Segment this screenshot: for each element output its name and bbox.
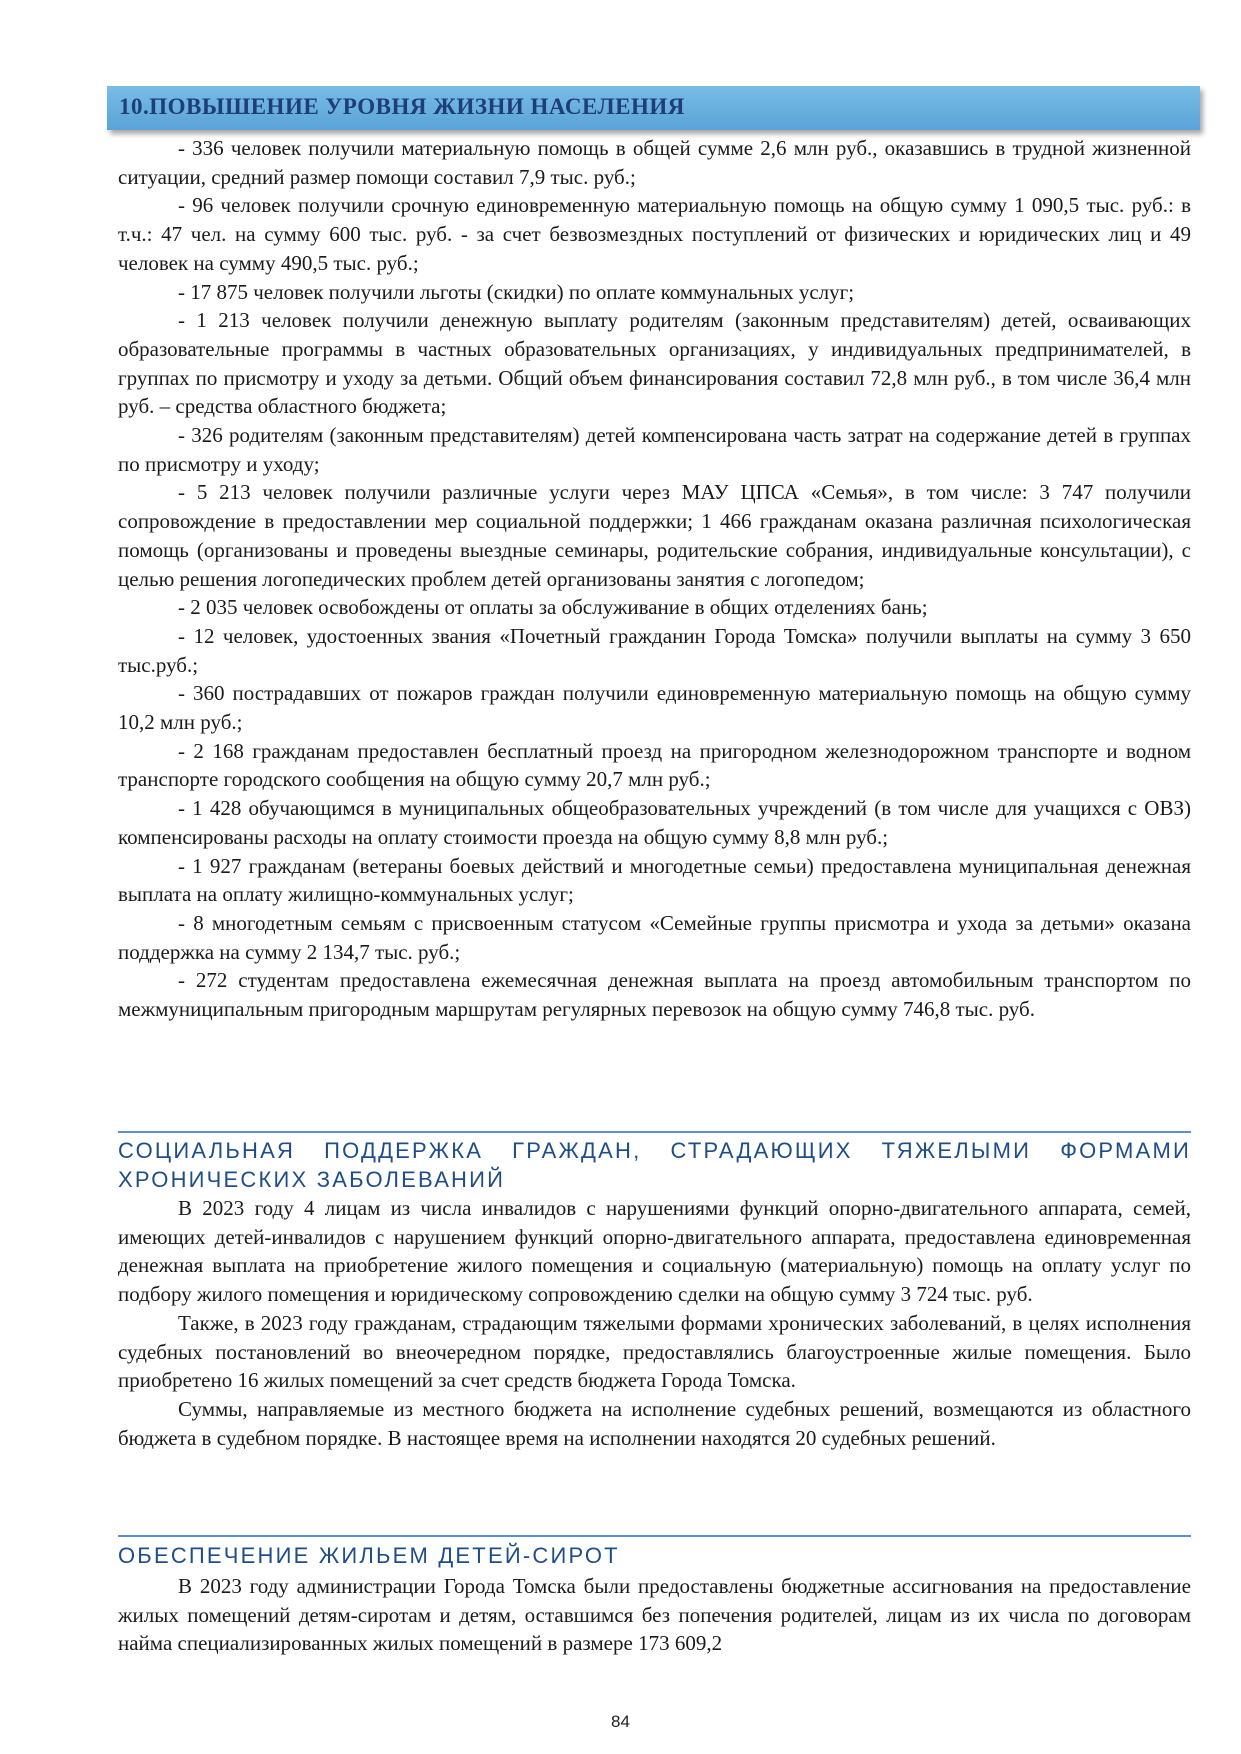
list-item: - 1 213 человек получили денежную выплату родителям (законным представителям) детей, осваивающих образовательные программы в частных образовательных организациях, у индивидуальных предпринимателей, в группах по присмотру и уходу за детьми. Общий объем финансирования составил 72,8 млн руб., в том числе 36,4 млн руб. – средства областного бюджета; (118, 308, 1191, 419)
section-heading-chronic: СОЦИАЛЬНАЯ ПОДДЕРЖКА ГРАЖДАН, СТРАДАЮЩИХ ТЯЖЕЛЫМИ ФОРМАМИ ХРОНИЧЕСКИХ ЗАБОЛЕВАНИЙ (118, 1138, 1191, 1192)
paragraph: Также, в 2023 году гражданам, страдающим тяжелыми формами хронических заболеваний, в целях исполнения судебных постановлений во внеочередном порядке, предоставлялись благоустроенные жилые помещения. Было приобретено 16 жилых помещений за счет средств бюджета Города Томска. (118, 1310, 1191, 1393)
list-item: - 5 213 человек получили различные услуги через МАУ ЦПСА «Семья», в том числе: 3 747 получили сопровождение в предоставлении мер социальной поддержки; 1 466 гражданам оказана различная психологическая помощь (организованы и проведены выездные семинары, родительские собрания, индивидуальные консультации), с целью решения логопедических проблем детей организованы занятия с логопедом; (118, 480, 1191, 591)
section-divider (118, 1535, 1191, 1537)
list-item: - 1 428 обучающимся в муниципальных общеобразовательных учреждений (в том числе для учащихся с ОВЗ) компенсированы расходы на оплату стоимости проезда на общую сумму 8,8 млн руб.; (118, 796, 1191, 849)
section-divider (118, 1131, 1191, 1133)
list-item: - 2 168 гражданам предоставлен бесплатный проезд на пригородном железнодорожном транспорте и водном транспорте городского сообщения на общую сумму 20,7 млн руб.; (118, 738, 1191, 792)
list-item: - 96 человек получили срочную единовременную материальную помощь на общую сумму 1 090,5 тыс. руб.: в т.ч.: 47 чел. на сумму 600 тыс. руб. - за счет безвозмездных поступлений от физических и юридических лиц и 49 человек на сумму 490,5 тыс. руб.; (118, 193, 1191, 275)
paragraph: В 2023 году 4 лицам из числа инвалидов с нарушениями функций опорно-двигательного аппарата, семей, имеющих детей-инвалидов с нарушением функций опорно-двигательного аппарата, предоставлена единовременная денежная выплата на приобретение жилого помещения и социальную (материальную) помощь на оплату услуг по подбору жилого помещения и юридическому сопровождению сделки на общую сумму 3 724 тыс. руб. (118, 1196, 1191, 1307)
list-item: - 360 пострадавших от пожаров граждан получили единовременную материальную помощь на общую сумму 10,2 млн руб.; (118, 681, 1191, 735)
list-item: - 1 927 гражданам (ветераны боевых действий и многодетные семьи) предоставлена муниципальная денежная выплата на оплату жилищно-коммунальных услуг; (118, 853, 1191, 907)
page-number: 84 (611, 1712, 630, 1731)
list-item: - 326 родителям (законным представителям) детей компенсирована часть затрат на содержание детей в группах по присмотру и уходу; (118, 423, 1191, 476)
chapter-title: 10.ПОВЫШЕНИЕ УРОВНЯ ЖИЗНИ НАСЕЛЕНИЯ (119, 94, 685, 119)
paragraph: Суммы, направляемые из местного бюджета на исполнение судебных решений, возмещаются из областного бюджета в судебном порядке. В настоящее время на исполнении находятся 20 судебных решений. (118, 1396, 1191, 1450)
list-item: - 12 человек, удостоенных звания «Почетный гражданин Города Томска» получили выплаты на сумму 3 650 тыс.руб.; (118, 623, 1191, 677)
section-heading-orphans: ОБЕСПЕЧЕНИЕ ЖИЛЬЕМ ДЕТЕЙ-СИРОТ (118, 1543, 620, 1568)
section-body-chronic (118, 1194, 1191, 1452)
chapter-banner (107, 86, 1200, 130)
list-item: - 8 многодетным семьям с присвоенным статусом «Семейные группы присмотра и ухода за детьми» оказана поддержка на сумму 2 134,7 тыс. руб.; (118, 910, 1191, 964)
paragraph: В 2023 году администрации Города Томска были предоставлены бюджетные ассигнования на предоставление жилых помещений детям-сиротам и детям, оставшимся без попечения родителей, лицам из их числа по договорам найма специализированных жилых помещений в размере 173 609,2 (118, 1574, 1191, 1656)
list-item: - 17 875 человек получили льготы (скидки) по оплате коммунальных услуг; (178, 279, 855, 304)
list-item: - 336 человек получили материальную помощь в общей сумме 2,6 млн руб., оказавшись в трудной жизненной ситуации, средний размер помощи составил 7,9 тыс. руб.; (118, 136, 1191, 189)
section-body-orphans (118, 1572, 1191, 1658)
list-item: - 272 студентам предоставлена ежемесячная денежная выплата на проезд автомобильным транспортом по межмуниципальным пригородным маршрутам регулярных перевозок на общую сумму 746,8 тыс. руб. (118, 968, 1191, 1022)
bullet-list (118, 134, 1191, 1024)
list-item: - 2 035 человек освобождены от оплаты за обслуживание в общих отделениях бань; (178, 595, 928, 620)
